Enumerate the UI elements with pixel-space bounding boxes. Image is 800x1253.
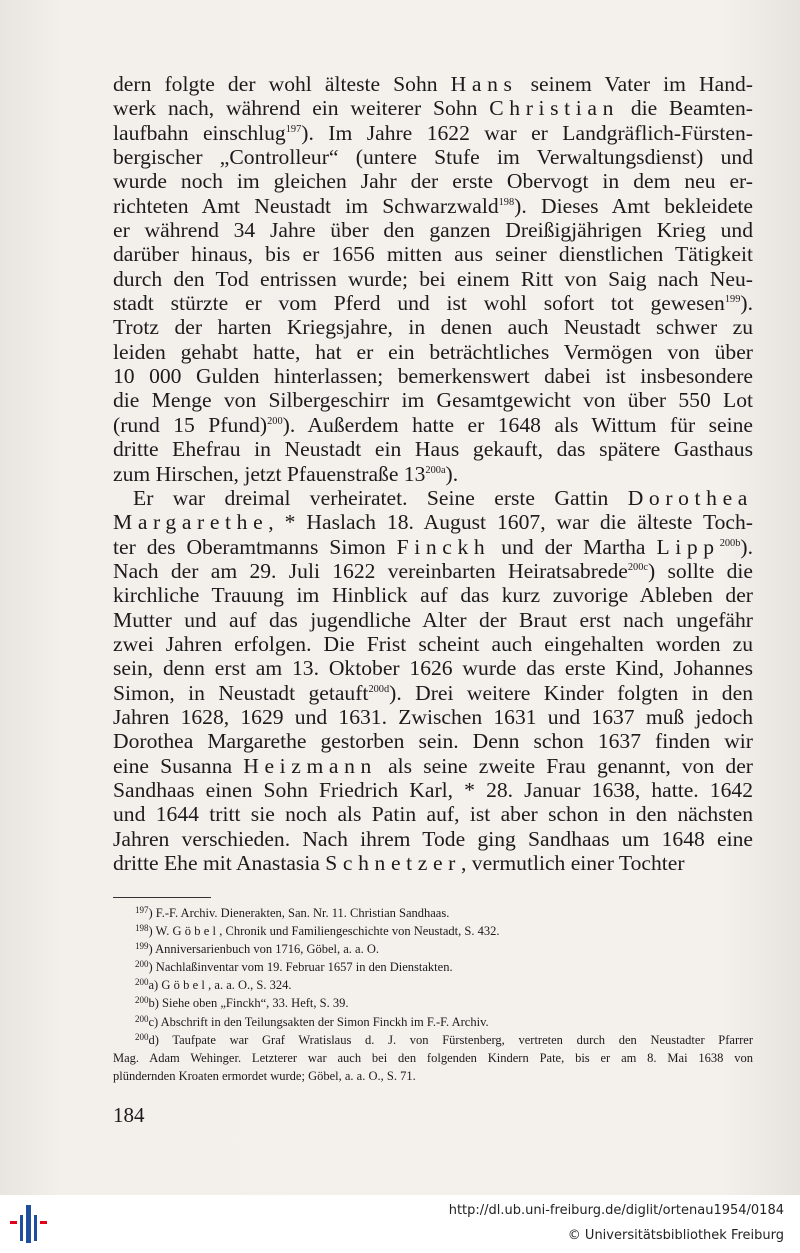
- footnote-separator: [113, 897, 211, 898]
- text-run: zwei Jahren erfolgen. Die Frist scheint auch eingehalten worden zu: [113, 631, 753, 656]
- text-run: Jahren 1628, 1629 und 1631. Zwischen 1631 und 1637 muß jedoch: [113, 704, 753, 729]
- text-run: richteten Amt Neustadt im Schwarzwald: [113, 193, 499, 218]
- footnote: [113, 1031, 753, 1049]
- text-run: darüber hinaus, bis er 1656 mitten aus seiner dienstlichen Tätigkeit: [113, 242, 753, 267]
- text-line: [113, 851, 753, 875]
- text-run: Mag. Adam Wehinger. Letzterer war auch bei den folgenden Kindern Pate, bis er am 8. Mai 1638 von: [113, 1050, 753, 1065]
- text-run: 10 000 Gulden hinterlassen; bemerkenswert dabei ist insbesondere: [113, 364, 753, 389]
- text-run: , Chronik und Familiengeschichte von Neustadt, S. 432.: [219, 924, 500, 939]
- text-run: Nach der am 29. Juli 1622 vereinbarten Heiratsabrede: [113, 558, 628, 583]
- text-run: , a. a. O., S. 324.: [208, 978, 292, 993]
- footnote: [113, 1067, 753, 1085]
- text-run: werk nach, während ein weiterer Sohn: [113, 96, 490, 121]
- text-run: Mutter und auf das jugendliche Alter der Braut erst nach ungefähr: [113, 607, 753, 632]
- text-line: [113, 291, 753, 315]
- footnote-number: 198: [135, 923, 149, 934]
- text-run: , * Haslach 18. August 1607, war die älteste Toch-: [268, 510, 753, 535]
- footnote: [113, 940, 753, 958]
- text-run: ). Im Jahre 1622 war er Landgräflich-Fürsten-: [301, 120, 753, 145]
- text-line: [113, 364, 753, 388]
- text-run: (rund 15 Pfund): [113, 412, 268, 437]
- footnote: [113, 1013, 753, 1031]
- footnote: [113, 994, 753, 1012]
- text-run: Trotz der harten Kriegsjahre, in denen auch Neustadt schwer zu: [113, 315, 753, 340]
- page-number: 184: [113, 1103, 145, 1127]
- text-run: ).: [445, 461, 459, 486]
- text-line: [113, 486, 753, 510]
- text-line: [113, 632, 753, 656]
- text-run: Sandhaas einen Sohn Friedrich Karl, * 28. Januar 1638, hatte. 1642: [113, 777, 753, 802]
- text-run: kirchliche Trauung im Hinblick auf das kurz zuvorige Ableben der: [113, 583, 753, 608]
- footnote: [113, 922, 753, 940]
- text-run: er während 34 Jahre über den ganzen Dreißigjährigen Krieg und: [113, 218, 753, 243]
- text-line: [113, 340, 753, 364]
- footnote-ref: 200b: [719, 537, 741, 549]
- text-run: die Menge von Silbergeschirr im Gesamtgewicht von über 550 Lot: [113, 388, 753, 413]
- text-line: [113, 559, 753, 583]
- body-text: [113, 72, 753, 875]
- footnote-number: 200: [135, 1013, 149, 1024]
- footnote: [113, 1049, 753, 1067]
- text-run: wurde noch im gleichen Jahr der erste Obervogt in dem neu er-: [113, 169, 753, 194]
- spaced-name: Christian: [489, 96, 619, 121]
- footnote-number: 197: [135, 904, 149, 915]
- text-run: leiden gehabt hatte, hat er ein beträchtliches Vermögen von über: [113, 339, 753, 364]
- text-run: ). Außerdem hatte er 1648 als Wittum für seine: [282, 412, 754, 437]
- text-run: Dorothea Margarethe gestorben sein. Denn schon 1637 finden wir: [113, 729, 753, 754]
- spaced-name: Dorothea: [627, 485, 753, 510]
- text-line: [113, 583, 753, 607]
- footnote: [113, 976, 753, 994]
- text-line: [113, 315, 753, 339]
- viewer-footer: [0, 1195, 800, 1253]
- text-line: [113, 729, 753, 753]
- text-run: als seine zweite Frau genannt, von der: [376, 753, 753, 778]
- footnote-ref: 199: [724, 294, 741, 306]
- spaced-name: Schnetzer: [325, 851, 461, 875]
- text-line: [113, 705, 753, 729]
- text-run: dern folgte der wohl älteste Sohn: [113, 72, 451, 96]
- footnote-number: 199: [135, 941, 149, 952]
- spaced-name: Hans: [450, 72, 518, 96]
- text-run: eine Susanna: [113, 753, 244, 778]
- text-run: ) Anniversarienbuch von 1716, Göbel, a. a. O.: [148, 942, 379, 957]
- footnote-number: 200: [135, 977, 149, 988]
- text-line: [113, 510, 753, 534]
- text-run: sein, denn erst am 13. Oktober 1626 wurde das erste Kind, Johannes: [113, 656, 753, 681]
- footnote-number: 200: [135, 959, 149, 970]
- spaced-name: Margarethe: [113, 510, 269, 535]
- footnote-ref: 200c: [627, 562, 649, 574]
- text-line: [113, 535, 753, 559]
- text-run: ). Drei weitere Kinder folgten in den: [389, 680, 753, 705]
- footnote-ref: 198: [498, 196, 515, 208]
- spaced-name: Lipp: [656, 534, 720, 559]
- text-run: Er war dreimal verheiratet. Seine erste Gattin: [133, 485, 628, 510]
- spaced-name: Finckh: [396, 534, 491, 559]
- text-run: zum Hirschen, jetzt Pfauenstraße 13: [113, 461, 426, 486]
- text-run: die Beamten-: [618, 96, 753, 121]
- text-line: [113, 656, 753, 680]
- text-line: [113, 267, 753, 291]
- footnote-ref: 200: [267, 416, 283, 428]
- text-line: [113, 802, 753, 826]
- text-run: a): [148, 978, 162, 993]
- spaced-name: Göbel: [161, 978, 209, 993]
- text-run: b) Siehe oben „Finckh“, 33. Heft, S. 39.: [148, 996, 349, 1011]
- footnote-number: 200: [135, 1031, 149, 1042]
- footnotes: [113, 904, 753, 1085]
- text-run: d) Taufpate war Graf Wratislaus d. J. von Fürstenberg, vertreten durch den Neustadter Pfarrer: [148, 1032, 753, 1047]
- text-run: und der Martha: [490, 534, 657, 559]
- text-line: [113, 413, 753, 437]
- text-run: und 1644 tritt sie noch als Patin auf, ist aber schon in den nächsten: [113, 802, 753, 827]
- text-run: seinem Vater im Hand-: [517, 72, 753, 96]
- text-run: Simon, in Neustadt getauft: [113, 680, 369, 705]
- text-line: [113, 169, 753, 193]
- text-run: ). Dieses Amt bekleidete: [514, 193, 754, 218]
- copyright-notice: © Universitätsbibliothek Freiburg: [567, 1228, 784, 1243]
- text-run: durch den Tod entrissen wurde; bei einem Ritt von Saig nach Neu-: [113, 266, 753, 291]
- text-line: [113, 778, 753, 802]
- text-run: , vermutlich einer Tochter: [460, 851, 685, 875]
- footnote: [113, 958, 753, 976]
- text-line: [113, 608, 753, 632]
- text-line: [113, 681, 753, 705]
- text-run: laufbahn einschlug: [113, 120, 286, 145]
- text-run: c) Abschrift in den Teilungsakten der Simon Finckh im F.-F. Archiv.: [148, 1014, 489, 1029]
- spaced-name: Göbel: [172, 924, 220, 939]
- text-run: ) F.-F. Archiv. Dienerakten, San. Nr. 11. Christian Sandhaas.: [148, 906, 450, 920]
- spaced-name: Heizmann: [243, 753, 377, 778]
- text-line: [113, 121, 753, 145]
- text-run: ) W.: [148, 924, 173, 939]
- footnote-ref: 200a: [425, 464, 446, 476]
- footnote: [113, 904, 753, 922]
- text-run: ).: [740, 291, 753, 316]
- text-run: dritte Ehefrau in Neustadt ein Haus gekauft, das spätere Gasthaus: [113, 437, 753, 462]
- text-run: stadt stürzte er vom Pferd und ist wohl sofort tot gewesen: [113, 291, 725, 316]
- text-run: plündernden Kroaten ermordet wurde; Göbel, a. a. O., S. 71.: [113, 1068, 416, 1083]
- text-line: [113, 96, 753, 120]
- text-line: [113, 388, 753, 412]
- text-run: bergischer „Controlleur“ (untere Stufe im Verwaltungsdienst) und: [113, 145, 753, 170]
- footnote-ref: 197: [285, 123, 302, 135]
- text-line: [113, 242, 753, 266]
- ub-freiburg-logo-icon[interactable]: [10, 1201, 54, 1247]
- text-line: [113, 218, 753, 242]
- text-run: ter des Oberamtmanns Simon: [113, 534, 397, 559]
- text-run: ).: [740, 534, 753, 559]
- text-line: [113, 754, 753, 778]
- text-line: [113, 827, 753, 851]
- text-line: [113, 194, 753, 218]
- text-run: dritte Ehe mit Anastasia: [113, 851, 326, 875]
- footnote-ref: 200d: [368, 683, 390, 695]
- text-run: Jahren verschieden. Nach ihrem Tode ging Sandhaas um 1648 eine: [113, 826, 753, 851]
- text-line: [113, 145, 753, 169]
- text-line: [113, 72, 753, 96]
- text-run: ) sollte die: [648, 558, 753, 583]
- footnote-number: 200: [135, 995, 149, 1006]
- document-url[interactable]: http://dl.ub.uni-freiburg.de/diglit/ortenau1954/0184: [448, 1203, 784, 1218]
- text-line: [113, 437, 753, 461]
- text-line: [113, 462, 753, 486]
- text-run: ) Nachlaßinventar vom 19. Februar 1657 in den Dienstakten.: [148, 960, 453, 975]
